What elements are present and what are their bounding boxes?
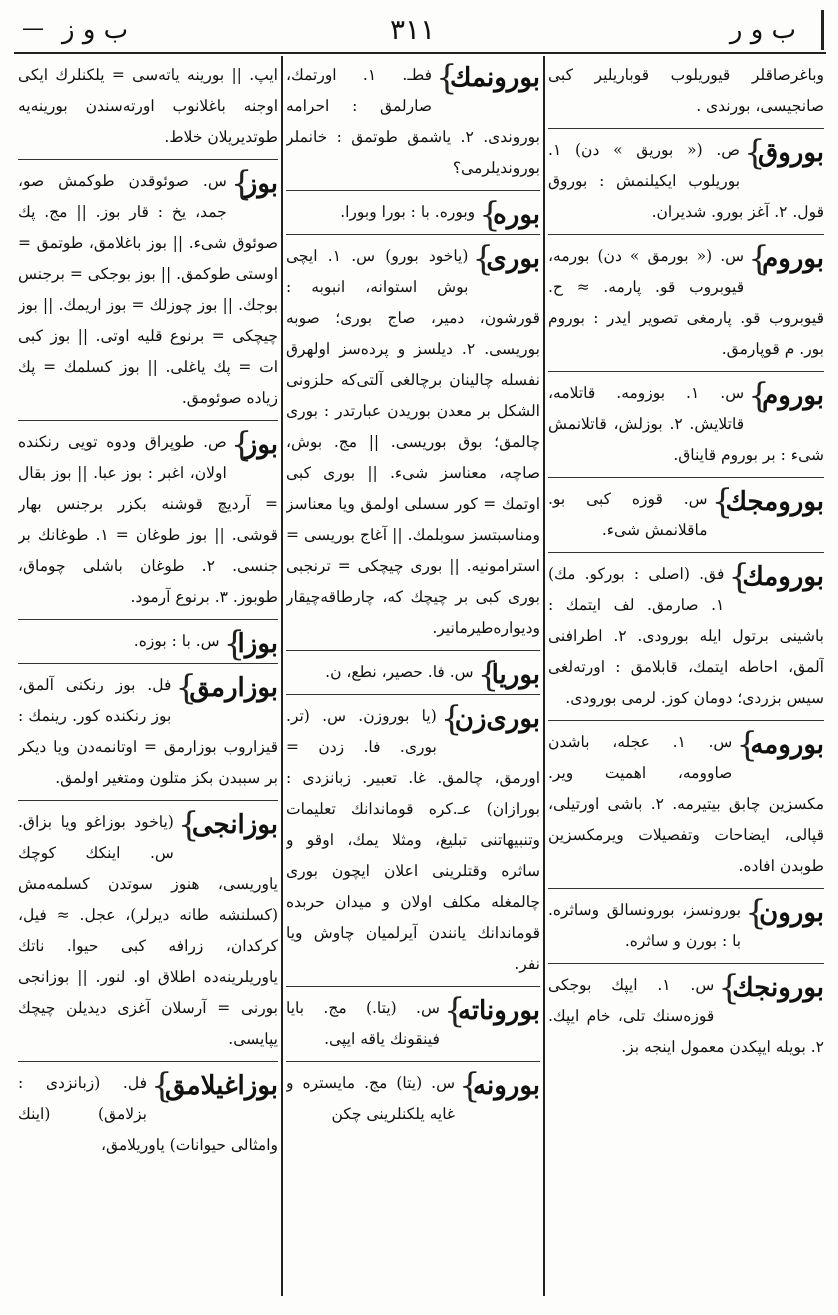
entry-headword: بوز } xyxy=(231,166,278,202)
entry-definition: ایپ. || بورینه یاته‌سی = یلکنلرك ایکی اوجنه باغلانوب اورته‌سندن بورینه‌یه طوتدیریلان خلاط. xyxy=(18,66,278,146)
entry-headword: بورونه } xyxy=(459,1068,540,1104)
dictionary-entry xyxy=(18,670,278,801)
entry-headword: بوزارمق } xyxy=(175,670,278,706)
entry-headword: بورومه } xyxy=(736,727,824,763)
dictionary-entry xyxy=(548,60,824,129)
entry-definition: (یاخود بورو) س. ۱. ایچی بوش استوانه، انبوبه : قورشون، دمیر، صاج بوری؛ صوبه بوریسی. ۲. دیلسز و پرده‌سز اولهرق نفسله چالینان برچالغی آلتی‌که حلزونی الشکل بر معدن بوریدن عبارتدر : بوری چالمق؛ بوق بوریسی. || مج. بوش، صاچه، معناسز شی‌ء. || بوری کبی اوتمك = کور سسلی اولمق ویا معناسز ومناسبتسز سوبلمك. || آغاج بوریسی = استرامونیه. || بوری چیچکی = ترنجبی بوری کبی بر چیچك که، چارطاقه‌چیقار ودیواره‌طیرمانیر. xyxy=(286,247,540,637)
entry-headword: بورومجك } xyxy=(712,484,824,520)
column-divider-left xyxy=(281,56,283,1296)
entry-definition: فل. بوز رنکنی آلمق، بوز رنکنده کور. رینمك : قیزاروب بوزارمق = اوتانمه‌دن ویا دیکر بر سببدن بکز متلون ومتغیر اولمق. xyxy=(18,676,278,787)
entry-headword: بوروق } xyxy=(744,135,824,171)
dictionary-entry xyxy=(548,484,824,553)
dictionary-entry xyxy=(18,60,278,160)
entry-definition: فق. (اصلی : بورکو. مك) ۱. صارمق. لف ایتمك : باشینی برتول ایله بورودی. ۲. اطرافنی آلمق، احاطه ایتمك، قابلامق : اورته‌لغی سیس ‌بزردی؛ دومان کوز. لرمی بورودی. xyxy=(548,565,824,707)
dictionary-entry xyxy=(286,60,540,191)
entry-definition: وباغرصاقلر قیوریلوب قوباریلیر کبی صانجیسی، بورندی . xyxy=(548,66,824,115)
entry-headword: بورومك } xyxy=(728,559,824,595)
entry-headword: بوزاغیلامق } xyxy=(151,1068,278,1104)
entry-definition: س. با : بوزه. xyxy=(133,632,220,650)
entry-definition: س. (یتا) مج. مایستره و غایه یلکنلرینی چکن xyxy=(286,1074,456,1123)
dictionary-entry xyxy=(286,197,540,235)
column-right xyxy=(548,60,824,1296)
dictionary-entry xyxy=(548,135,824,235)
dictionary-entry xyxy=(548,727,824,889)
header-right-letters: ب و ر xyxy=(729,15,796,45)
dictionary-entry xyxy=(286,1068,540,1136)
entry-headword: بوری‌زن } xyxy=(441,701,540,737)
entry-headword: بوری } xyxy=(472,241,540,277)
dictionary-entry xyxy=(18,166,278,421)
entry-definition: س. فا. حصیر، نطع، ن. xyxy=(325,663,474,681)
dictionary-entry xyxy=(548,378,824,478)
dictionary-entry xyxy=(286,241,540,651)
dictionary-entry xyxy=(18,626,278,664)
entry-definition: ص. (« بوریق » دن) ۱. بوریلوب ایکیلنمش : بوروق قول. ۲. آغز بورو. شدیران. xyxy=(548,141,824,221)
entry-headword: بوریا } xyxy=(478,657,540,693)
entry-definition: س. ۱. عجله، باشدن صاوومه، اهمیت ویر. مکسزین چابق بیتیرمه. ۲. باشی اورتیلی، قپالی، ایضاحات وتفصیلات ویرمکسزین طوبدن افاده. xyxy=(548,733,824,875)
entry-headword: بورونمك } xyxy=(436,60,540,96)
header-left-letters: ب و ز xyxy=(62,15,129,45)
entry-headword: بوره } xyxy=(479,197,540,233)
entry-definition: فطـ. ۱. اورتمك، صارلمق : احرامه بوروندی. ۲. یاشمق طوتمق : خانملر بوروندیلرمی؟ xyxy=(286,66,540,177)
entry-definition: وبوره. با : بورا وبورا. xyxy=(340,203,476,221)
page-edge-mark xyxy=(821,10,824,50)
page-header xyxy=(14,10,824,50)
entry-definition: س. ۱. بوزومه. قاتلامه، قاتلایش. ۲. بوزلش، قاتلانمش شی‌ء : بر بوروم قایناق. xyxy=(548,384,824,464)
dictionary-entry xyxy=(18,1068,278,1167)
header-dash: — xyxy=(22,16,44,41)
dictionary-entry xyxy=(18,427,278,620)
entry-definition: س. صوئوقدن طوکمش صو، جمد، یخ : قار بوز. || مج. پك صوئوق شی‌ء. || بوز باغلامق، طوتمق = اوستی طوکمق. || بوز بوجکی = برجنس بوجك. || بوز چوزلك = بوز اریمك. || بوز چیچکی = برنوع قلیه اوتی. || بوز کبی ات = پك یاغلی. || بوز کسلمك = پك زیاده صوئومق. xyxy=(18,172,278,407)
entry-headword: بورون } xyxy=(745,895,824,931)
entry-definition: (یاخود بوزاغو ویا بزاق. س. اینکك کوچك یاوریسی، هنوز سوتدن کسلمه‌مش (کسلنشه طانه دیرلر)، عجل. ≈ فیل، کرکدان، زرافه کبی حیوا. ناتك یاوریلرینه‌ده اطلاق او. لنور. || بوزانجی بورنی = آرسلان آغزی دیدیلن چیچك یپایسی. xyxy=(18,813,278,1048)
entry-headword: بوز } xyxy=(231,427,278,463)
entry-definition: (یا بوروزن. س. (تر. بوری. فا. زدن = اورمق، چالمق. غا. تعبیر. زبانزدی : بورازان) عـ.کره قوماندانك تعلیمات وتنبیهاتنی تبلیغ، ومثلا یمك، اوقو و ساثره وقتلرینی اعلان ایچون بوری چالمغله مکلف اولان و میدان حربده قوماندانك یانندن آیرلمیان چاوش ویا نفر. xyxy=(286,707,540,973)
entry-headword: بوروم } xyxy=(748,378,824,414)
entry-definition: س. ۱. ایپك بوجکی قوزه‌سنك تلی، خام ایپك. ۲. بویله ایپکدن معمول اینجه بز. xyxy=(548,976,824,1056)
dictionary-entry xyxy=(548,970,824,1069)
dictionary-entry xyxy=(548,559,824,721)
page-number: ۳۱۱ xyxy=(390,13,436,46)
entry-headword: بوزانجی } xyxy=(178,807,278,843)
entry-headword: بوزا } xyxy=(224,626,278,662)
column-divider-right xyxy=(543,56,545,1296)
entry-definition: س. (« بورمق » دن) بورمه، قیوبروب قو. پارمه. ≈ ح. قیوبروب قو. پارمغی تصویر ایدر : بوروم بور. م قوپارمق. xyxy=(548,247,824,358)
column-middle xyxy=(286,60,540,1296)
column-left xyxy=(18,60,278,1296)
dictionary-entry xyxy=(548,895,824,964)
header-rule xyxy=(14,52,826,54)
entry-headword: بورونجك } xyxy=(718,970,824,1006)
entry-definition: س. (یتا.) مج. بایا فینقونك یاقه ایپی. xyxy=(286,999,440,1048)
entry-headword: بوروناته } xyxy=(444,993,540,1029)
entry-definition: ص. طوپراق ودوه تویی رنکنده اولان، اغبر : بوز عبا. || بوز بقال = آردیچ قوشنه بکزر برجنس بهار قوشی. || بوز طوغان = ۱. طوغانك بر جنسی. ۲. طوغان باشلی چوماق، طوبوز. ۳. برنوع آرمود. xyxy=(18,433,278,606)
dictionary-entry xyxy=(18,807,278,1062)
entry-definition: س. قوزه کبی بو. ماقلانمش شی‌ء. xyxy=(548,490,708,539)
dictionary-entry xyxy=(286,701,540,987)
dictionary-entry xyxy=(548,241,824,372)
dictionary-entry xyxy=(286,657,540,695)
entry-headword: بوروم } xyxy=(748,241,824,277)
entry-definition: فل. (زبانزدی : بزلامق) (اینك وامثالی حیوانات) یاوریلامق، xyxy=(18,1074,278,1154)
dictionary-entry xyxy=(286,993,540,1062)
entry-definition: بورونسز، بورونسالق وساثره. با : بورن و ساثره. xyxy=(548,901,742,950)
